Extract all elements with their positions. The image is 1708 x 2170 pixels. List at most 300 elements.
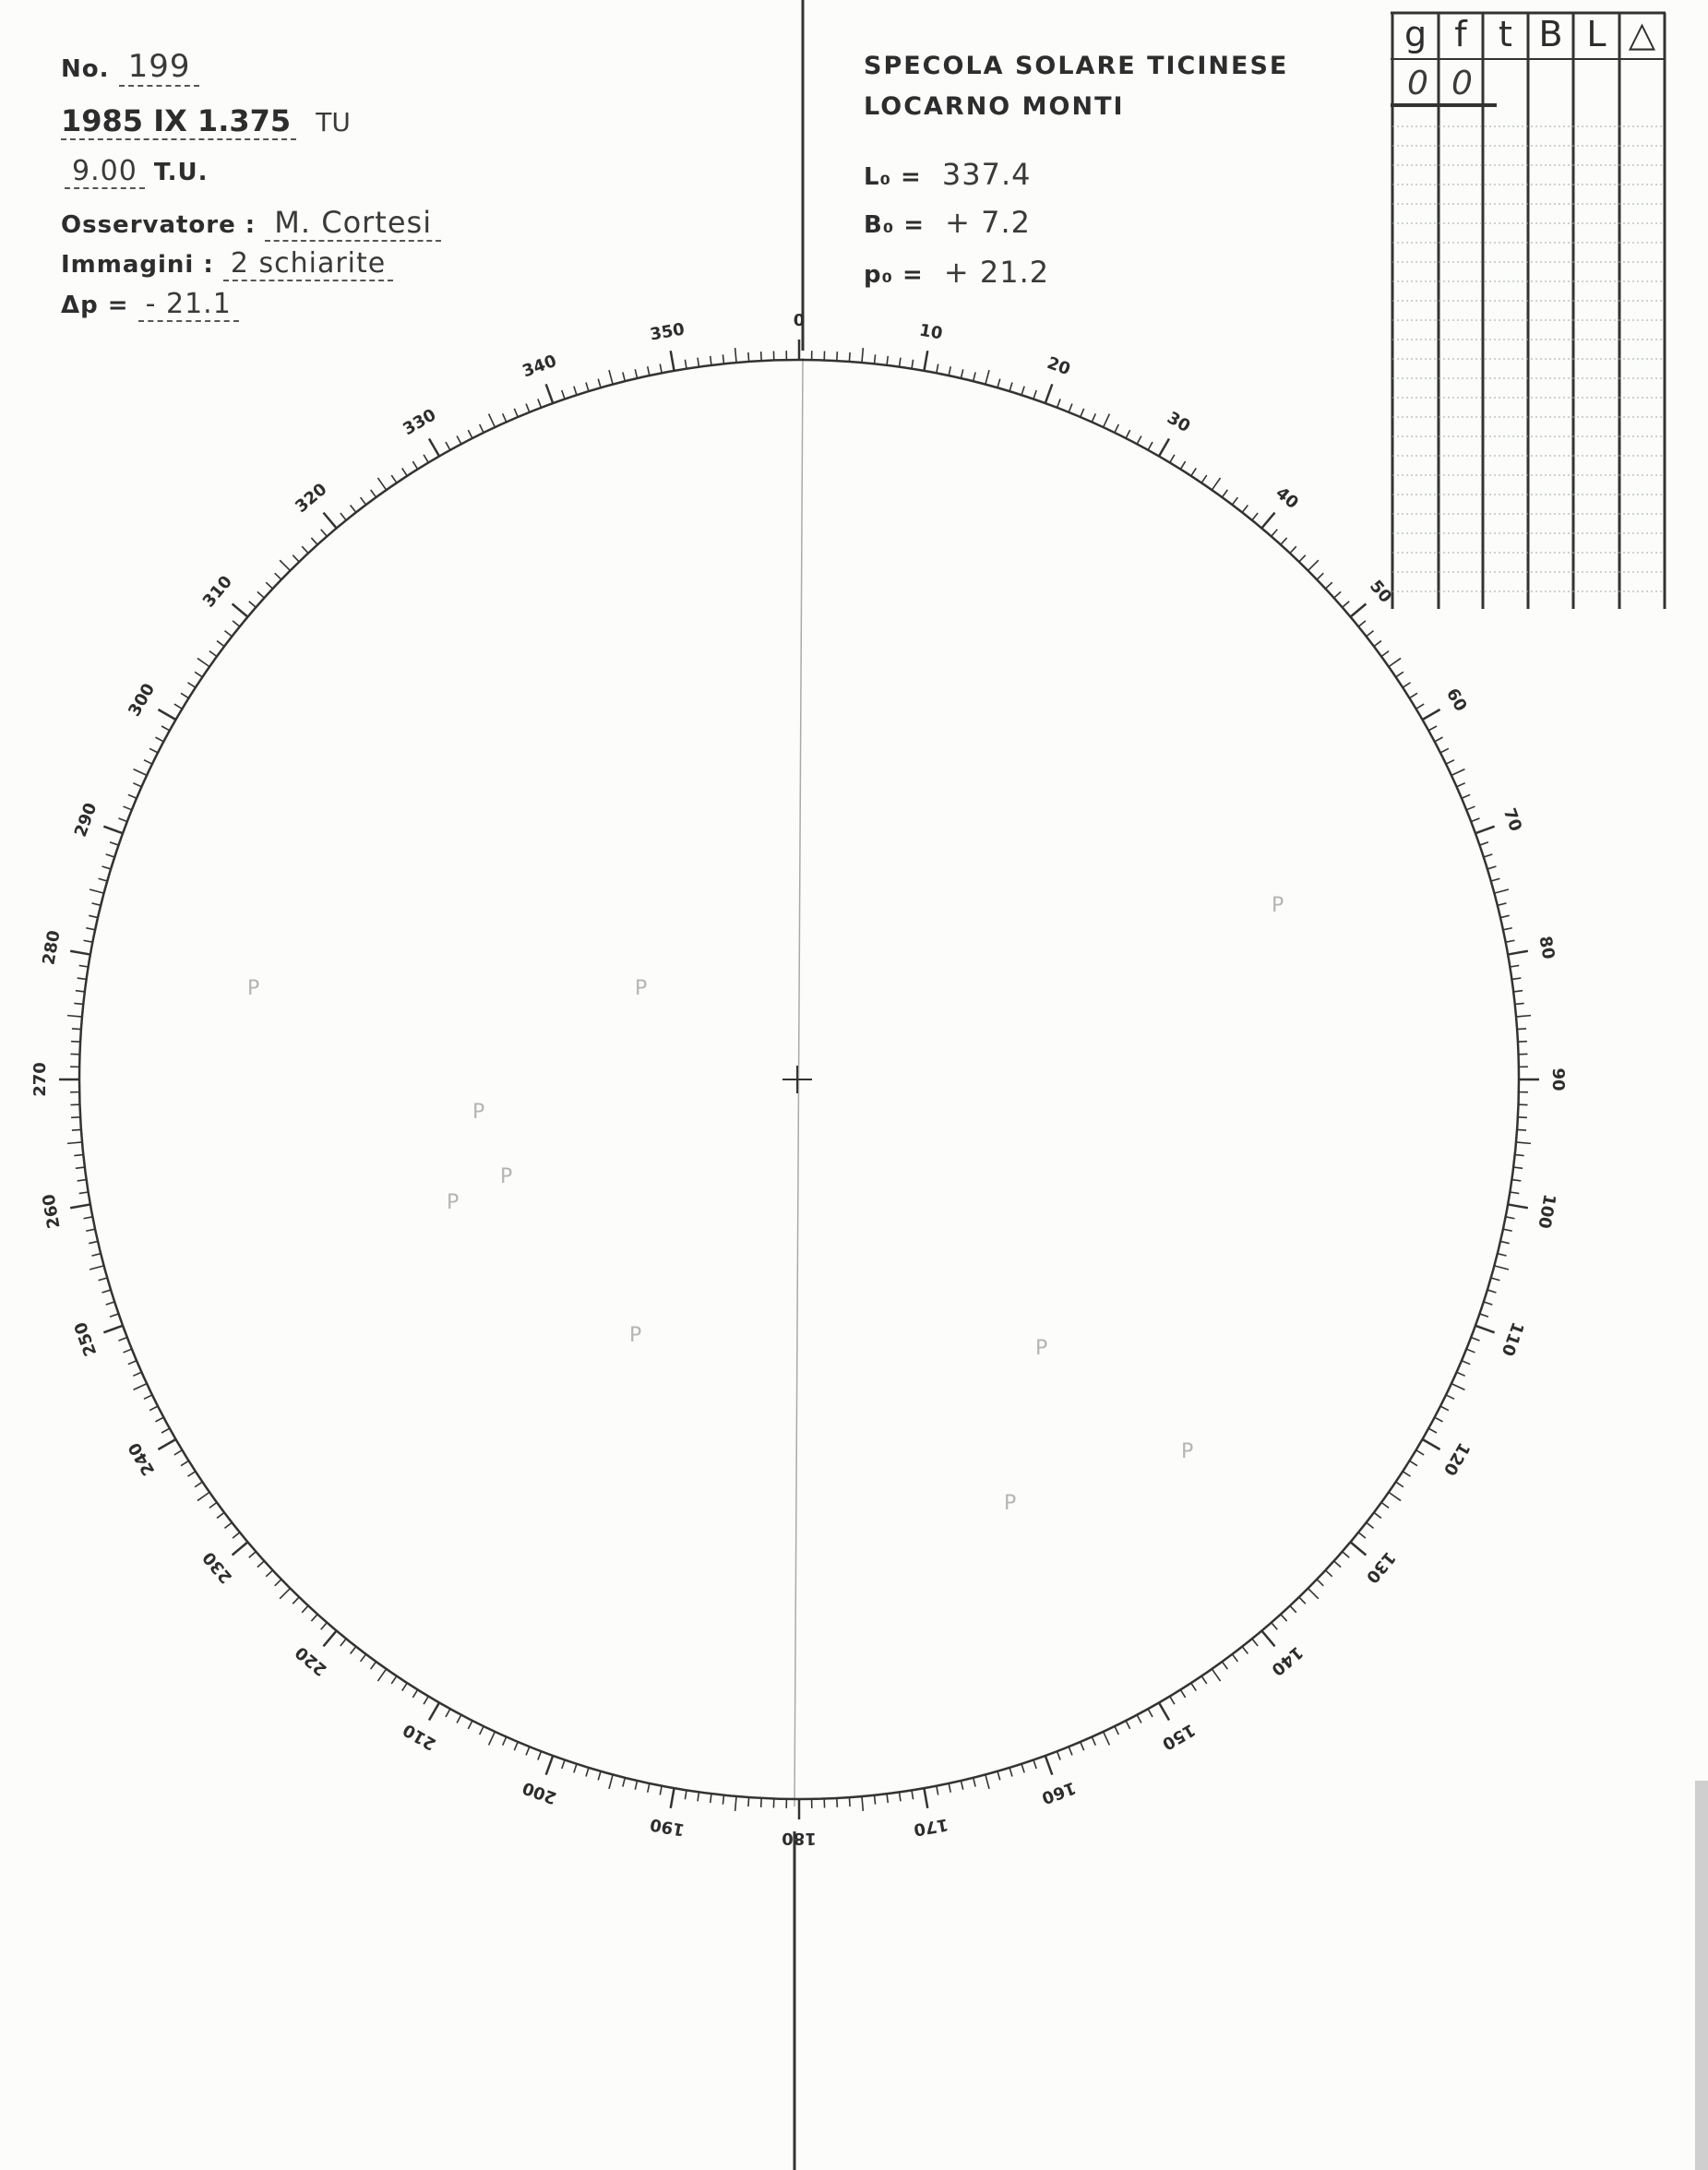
scale-tick [1511, 1180, 1521, 1181]
scale-tick [1252, 513, 1258, 520]
b0-value: + 7.2 [945, 205, 1031, 240]
scale-tick [106, 1302, 115, 1305]
scale-tick [1428, 726, 1437, 731]
scale-tick [1480, 1314, 1488, 1317]
scale-tick [233, 621, 240, 626]
scale-tick [158, 709, 175, 720]
scale-tick [103, 827, 123, 834]
scale-tick [586, 1768, 589, 1777]
scale-tick [480, 424, 484, 433]
col-header-l: L [1586, 14, 1606, 54]
facula-mark: P [635, 977, 648, 1000]
scale-tick [233, 1542, 248, 1555]
col-header-f: f [1454, 14, 1467, 54]
scale-tick [1033, 390, 1036, 399]
scale-tick [91, 903, 101, 905]
scale-tick [1317, 1580, 1323, 1586]
scale-tick [1446, 760, 1454, 764]
scale-tick [685, 360, 687, 369]
scale-tick [302, 1605, 308, 1612]
scale-label: 350 [648, 319, 687, 345]
facula-mark: P [1004, 1492, 1017, 1515]
scale-tick [249, 1552, 257, 1558]
scale-tick [1222, 490, 1227, 497]
cell-g-value: 0 [1407, 65, 1428, 102]
scale-tick [1446, 1395, 1454, 1399]
scale-tick [457, 435, 461, 444]
scale-tick [1494, 1266, 1508, 1270]
scale-tick [187, 1472, 195, 1476]
cell-f-value: 0 [1451, 65, 1473, 102]
scale-tick [1261, 513, 1274, 529]
scale-tick [424, 455, 428, 463]
scale-tick [174, 704, 183, 709]
scale-label: 170 [912, 1814, 950, 1840]
scale-label: 220 [292, 1641, 331, 1680]
scale-tick [635, 1781, 637, 1790]
facula-mark: P [1035, 1337, 1048, 1360]
scale-tick [224, 1522, 232, 1528]
scale-tick [538, 1751, 542, 1759]
scale-tick [371, 1662, 376, 1669]
scale-label: 160 [1039, 1777, 1079, 1808]
institute-name: SPECOLA SOLARE TICINESE [864, 52, 1289, 80]
scale-tick [1212, 1669, 1220, 1681]
scale-tick [134, 769, 148, 776]
scale-tick [1435, 737, 1443, 742]
scale-tick [912, 360, 914, 369]
date-unit: TU [316, 107, 351, 137]
central-meridian [794, 358, 803, 1806]
scale-label: 30 [1164, 408, 1194, 437]
scale-label: 110 [1497, 1319, 1528, 1359]
scale-tick [1115, 424, 1118, 433]
scale-tick [1517, 1129, 1526, 1130]
scale-tick [1045, 1756, 1053, 1775]
scale-tick [1471, 818, 1479, 822]
scale-tick [90, 889, 103, 893]
scale-tick [1021, 387, 1024, 396]
scale-label: 50 [1365, 576, 1396, 607]
scale-tick [71, 1117, 80, 1118]
scale-tick [1180, 461, 1185, 469]
scale-tick [1506, 1217, 1515, 1219]
scale-tick [275, 1580, 281, 1586]
scale-tick [1513, 991, 1523, 992]
scale-tick [1222, 1662, 1227, 1669]
scale-tick [1487, 1290, 1497, 1293]
scale-label: 230 [198, 1547, 237, 1587]
scale-tick [1374, 641, 1381, 647]
scale-label: 140 [1267, 1641, 1307, 1680]
scale-tick [361, 1654, 366, 1662]
scale-tick [249, 602, 257, 608]
scale-tick [1343, 602, 1350, 608]
scale-tick [609, 1774, 613, 1788]
scale-tick [181, 693, 188, 698]
scale-tick [1374, 1512, 1381, 1518]
scale-tick [197, 1492, 209, 1500]
scale-tick [1242, 505, 1248, 512]
scale-tick [149, 748, 158, 753]
institute-location: LOCARNO MONTI [864, 92, 1125, 121]
scale-tick [1440, 1406, 1449, 1411]
scale-tick [480, 1726, 484, 1735]
scale-tick [302, 546, 308, 553]
scale-tick [1517, 1029, 1526, 1030]
scale-tick [837, 352, 838, 361]
scale-tick [424, 1697, 428, 1705]
scale-tick [671, 351, 675, 371]
scale-tick [110, 842, 118, 845]
date-value: 1985 IX 1.375 [61, 103, 296, 140]
scale-tick [67, 1016, 82, 1017]
scale-tick [209, 651, 217, 657]
faculae-marks [247, 894, 1284, 1515]
scale-label: 120 [1439, 1438, 1474, 1479]
scale-tick [90, 1266, 103, 1270]
scale-tick [837, 1798, 838, 1807]
images-label: Immagini : [61, 251, 214, 279]
scale-tick [1180, 1689, 1185, 1697]
scale-tick [446, 1709, 450, 1717]
scale-tick [293, 555, 299, 562]
l0-label: L₀ = [864, 163, 922, 191]
scale-tick [1428, 1428, 1437, 1433]
scale-label: 70 [1499, 805, 1526, 835]
scale-label: 200 [520, 1777, 559, 1808]
scale-tick [1009, 383, 1012, 392]
scale-tick [155, 1417, 163, 1422]
scale-tick [1440, 748, 1449, 753]
scale-tick [1462, 1361, 1470, 1365]
p0-value: + 21.2 [943, 255, 1050, 290]
scale-tick [887, 1794, 888, 1803]
scale-tick [144, 1395, 152, 1399]
scale-tick [161, 1428, 170, 1433]
scale-tick [660, 364, 662, 374]
scale-tick [1381, 651, 1389, 657]
scale-tick [1351, 603, 1367, 616]
scale-label: 240 [125, 1438, 160, 1479]
facula-mark: P [447, 1191, 460, 1214]
scale-tick [875, 1795, 876, 1805]
scale-tick [99, 1278, 108, 1281]
scale-tick [72, 1029, 81, 1030]
scale-tick [1494, 889, 1508, 893]
scale-label: 130 [1361, 1547, 1400, 1587]
scale-tick [84, 1217, 93, 1219]
scale-tick [1487, 866, 1497, 869]
scale-tick [1435, 1417, 1443, 1422]
scale-tick [949, 366, 950, 376]
scale-tick [128, 794, 137, 798]
scale-tick [1261, 1631, 1274, 1647]
scale-tick [1389, 1492, 1401, 1500]
scale-tick [1403, 683, 1410, 687]
scale-tick [351, 1647, 356, 1654]
scale-tick [1491, 1278, 1500, 1281]
observer-label: Osservatore : [61, 211, 257, 239]
scale-tick [489, 1732, 496, 1746]
scale-tick [311, 1615, 317, 1621]
scale-tick [266, 1570, 272, 1577]
scale-tick [514, 1742, 518, 1750]
scale-tick [70, 1204, 90, 1208]
scale-tick [371, 490, 376, 497]
scale-tick [321, 1623, 328, 1630]
col-header-g: g [1403, 14, 1427, 54]
scale-tick [1457, 1372, 1465, 1376]
scale-tick [391, 1676, 397, 1684]
scale-tick [323, 1631, 336, 1647]
scale-tick [562, 390, 565, 399]
scale-label: 90 [1548, 1067, 1568, 1091]
facula-mark: P [247, 977, 260, 1000]
scale-tick [949, 1783, 950, 1793]
scale-label: 10 [917, 320, 944, 344]
scale-label: 310 [198, 572, 237, 612]
scale-tick [67, 1142, 82, 1143]
scale-tick [1069, 404, 1072, 412]
scale-tick [1252, 1639, 1258, 1646]
scale-tick [586, 383, 589, 392]
scale-tick [1409, 693, 1416, 698]
scale-tick [1515, 1003, 1524, 1004]
scale-tick [1510, 1192, 1519, 1194]
scale-tick [748, 1797, 749, 1806]
scale-tick [128, 1361, 137, 1365]
scale-tick [78, 1180, 87, 1181]
scale-label: 270 [30, 1062, 50, 1097]
scale-tick [648, 1783, 650, 1793]
scale-tick [1457, 783, 1465, 787]
scan-edge [1695, 1781, 1708, 2170]
scale-tick [402, 468, 407, 475]
scale-tick [1518, 1117, 1527, 1118]
scale-tick [321, 530, 328, 537]
scale-tick [1191, 1683, 1196, 1690]
scale-tick [118, 1338, 126, 1341]
facula-mark: P [1181, 1440, 1194, 1463]
scale-tick [503, 413, 507, 422]
scale-tick [429, 1702, 439, 1720]
scale-tick [1137, 435, 1141, 444]
scale-tick [924, 351, 927, 371]
scale-label: 210 [400, 1719, 440, 1754]
scale-tick [86, 928, 95, 930]
scale-tick [1466, 1349, 1475, 1353]
scale-tick [195, 1482, 202, 1487]
col-header-b: B [1538, 14, 1563, 54]
scale-tick [412, 461, 417, 469]
scale-tick [99, 878, 108, 881]
scale-tick [133, 1372, 141, 1376]
scale-tick [1462, 794, 1470, 798]
scale-tick [1343, 1552, 1350, 1558]
scale-tick [1045, 384, 1053, 403]
scale-label: 180 [782, 1829, 817, 1848]
scale-tick [446, 442, 450, 450]
scale-tick [124, 1349, 132, 1353]
scale-tick [961, 369, 962, 378]
scale-tick [118, 818, 126, 822]
scale-tick [78, 978, 87, 979]
scale-tick [217, 641, 224, 647]
scale-tick [144, 760, 152, 764]
sheet-number-label: No. [61, 55, 110, 83]
scale-tick [1367, 631, 1374, 637]
scale-tick [233, 1532, 240, 1538]
scale-tick [224, 631, 232, 637]
scale-tick [103, 1326, 123, 1333]
scale-tick [1126, 1721, 1130, 1729]
scale-tick [1516, 1142, 1531, 1143]
scale-tick [1503, 928, 1512, 930]
scale-tick [340, 1639, 346, 1646]
scale-tick [1232, 497, 1237, 505]
scale-tick [293, 1597, 299, 1604]
l0-value: 337.4 [941, 157, 1032, 192]
scale-tick [1057, 1751, 1061, 1759]
scale-tick [862, 1796, 863, 1811]
scale-tick [862, 348, 863, 363]
scale-tick [1092, 1737, 1095, 1746]
scale-label: 150 [1158, 1719, 1199, 1754]
scale-tick [1308, 1589, 1319, 1599]
scale-tick [937, 1786, 938, 1795]
scale-tick [209, 1502, 217, 1508]
scale-tick [598, 1771, 601, 1781]
scale-tick [102, 866, 112, 869]
scale-tick [1367, 1522, 1374, 1528]
scale-tick [1317, 573, 1323, 579]
scale-tick [671, 1788, 675, 1808]
scale-tick [748, 352, 749, 362]
col-header-delta: △ [1628, 14, 1656, 54]
scale-tick [598, 379, 601, 388]
scale-tick [102, 1290, 112, 1293]
scale-tick [623, 372, 625, 381]
scale-tick [323, 513, 336, 529]
scale-tick [257, 591, 264, 598]
scale-tick [1451, 769, 1465, 776]
scale-tick [1451, 1384, 1465, 1390]
scale-tick [1518, 1042, 1527, 1043]
scale-tick [1416, 1450, 1425, 1455]
scale-tick [1498, 1254, 1507, 1256]
scale-tick [1299, 555, 1306, 562]
scale-tick [937, 364, 938, 374]
scale-tick [412, 1689, 417, 1697]
scale-tick [1396, 672, 1403, 677]
scale-tick [89, 1241, 98, 1243]
scale-tick [574, 387, 577, 396]
scale-tick [973, 372, 975, 381]
scale-tick [698, 1792, 699, 1801]
scale-tick [1137, 1715, 1141, 1723]
scale-tick [1126, 430, 1130, 438]
scale-tick [912, 1790, 914, 1799]
scale-tick [79, 965, 89, 967]
scale-tick [1422, 1439, 1439, 1449]
delta-p-value: - 21.1 [138, 288, 239, 322]
scale-tick [1201, 1676, 1207, 1684]
scale-tick [1351, 1542, 1367, 1555]
scale-tick [489, 414, 496, 428]
scale-tick [1403, 1472, 1410, 1476]
scale-tick [1191, 468, 1196, 475]
scale-tick [76, 991, 85, 992]
scale-tick [924, 1788, 927, 1808]
scale-tick [1009, 1768, 1012, 1777]
scale-tick [503, 1737, 507, 1746]
scale-label: 340 [520, 351, 559, 382]
scale-tick [1290, 546, 1296, 553]
scale-tick [761, 1798, 762, 1807]
scale-tick [1299, 1597, 1306, 1604]
scale-tick [1480, 842, 1488, 845]
scale-tick [985, 370, 989, 384]
scale-tick [70, 951, 90, 955]
scale-tick [72, 1129, 81, 1130]
scale-tick [1416, 704, 1425, 709]
scale-tick [1389, 658, 1401, 666]
scale-tick [377, 1669, 386, 1681]
scale-tick [124, 806, 132, 810]
scale-tick [84, 940, 93, 942]
scale-tick [1272, 1623, 1278, 1630]
scale-label: 320 [292, 479, 331, 518]
scale-tick [311, 538, 317, 544]
scale-tick [1513, 1167, 1523, 1168]
scale-tick [457, 1715, 461, 1723]
scale-tick [1475, 1326, 1495, 1333]
scale-label: 100 [1534, 1192, 1559, 1231]
scale-tick [361, 497, 366, 505]
scale-tick [1148, 1709, 1153, 1717]
scale-tick [526, 1747, 530, 1755]
scale-label: 40 [1272, 483, 1303, 514]
scale-tick [623, 1778, 625, 1787]
scale-tick [280, 1589, 290, 1599]
scale-tick [377, 478, 386, 490]
scale-tick [1290, 1605, 1296, 1612]
scale-tick [526, 404, 530, 412]
scale-tick [1358, 1532, 1366, 1538]
scale-tick [609, 370, 613, 384]
scale-tick [1325, 1570, 1332, 1577]
scale-tick [1503, 1229, 1512, 1231]
facula-mark: P [472, 1101, 485, 1124]
scale-tick [106, 854, 115, 857]
scale-tick [1516, 1016, 1531, 1017]
scale-tick [685, 1790, 687, 1799]
scale-tick [76, 1167, 85, 1168]
scale-tick [875, 354, 876, 364]
scale-tick [574, 1764, 577, 1773]
scale-tick [1508, 1204, 1528, 1208]
scale-tick [1475, 827, 1495, 834]
images-value: 2 schiarite [223, 247, 393, 281]
scale-tick [1506, 940, 1515, 942]
scale-label: 290 [70, 800, 102, 840]
scale-tick [110, 1314, 118, 1317]
scale-tick [1159, 438, 1169, 456]
scale-tick [351, 505, 356, 512]
scale-label: 190 [648, 1814, 687, 1840]
scale-tick [1281, 538, 1287, 544]
